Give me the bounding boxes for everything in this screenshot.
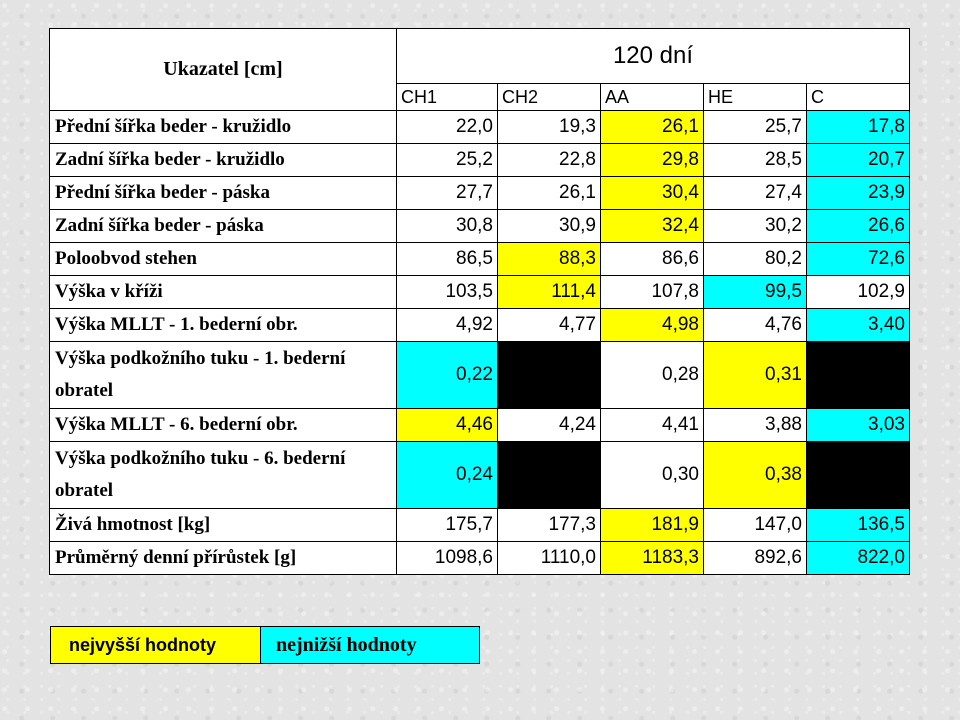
value-cell: 1098,6 xyxy=(397,542,498,575)
row-label: Průměrný denní přírůstek [g] xyxy=(50,542,397,575)
value-cell: 1183,3 xyxy=(601,542,704,575)
table-row xyxy=(50,144,910,177)
value-cell: 111,4 xyxy=(498,276,601,309)
value-cell: 99,5 xyxy=(704,276,807,309)
value-cell: 4,41 xyxy=(601,409,704,442)
column-header-he: HE xyxy=(704,84,807,111)
table-row xyxy=(50,509,910,542)
row-label: Výška MLLT - 1. bederní obr. xyxy=(50,309,397,342)
table-row xyxy=(50,243,910,276)
value-cell: 30,8 xyxy=(397,210,498,243)
row-label: Poloobvod stehen xyxy=(50,243,397,276)
value-cell: 80,2 xyxy=(704,243,807,276)
indicator-header: Ukazatel [cm] xyxy=(50,29,397,111)
period-header: 120 dní xyxy=(397,29,910,84)
value-cell: 0,38 xyxy=(704,442,807,509)
legend xyxy=(50,626,480,664)
value-cell: 4,77 xyxy=(498,309,601,342)
table-row xyxy=(50,342,910,409)
value-cell: 19,3 xyxy=(498,111,601,144)
value-cell: 86,6 xyxy=(601,243,704,276)
value-cell: 136,5 xyxy=(807,509,910,542)
value-cell: 25,2 xyxy=(397,144,498,177)
value-cell: 32,4 xyxy=(601,210,704,243)
table-row xyxy=(50,210,910,243)
value-cell: 3,40 xyxy=(807,309,910,342)
value-cell: 3,03 xyxy=(807,409,910,442)
value-cell: 102,9 xyxy=(807,276,910,309)
value-cell: 107,8 xyxy=(601,276,704,309)
legend-lowest: nejnižší hodnoty xyxy=(261,627,479,663)
empty-cell xyxy=(807,342,910,409)
value-cell: 0,28 xyxy=(601,342,704,409)
table-row xyxy=(50,409,910,442)
value-cell: 22,0 xyxy=(397,111,498,144)
empty-cell xyxy=(498,442,601,509)
value-cell: 30,9 xyxy=(498,210,601,243)
value-cell: 181,9 xyxy=(601,509,704,542)
empty-cell xyxy=(807,442,910,509)
value-cell: 4,98 xyxy=(601,309,704,342)
value-cell: 822,0 xyxy=(807,542,910,575)
table-row xyxy=(50,276,910,309)
value-cell: 86,5 xyxy=(397,243,498,276)
value-cell: 3,88 xyxy=(704,409,807,442)
value-cell: 4,92 xyxy=(397,309,498,342)
value-cell: 17,8 xyxy=(807,111,910,144)
value-cell: 30,2 xyxy=(704,210,807,243)
row-label: Přední šířka beder - kružidlo xyxy=(50,111,397,144)
value-cell: 177,3 xyxy=(498,509,601,542)
value-cell: 29,8 xyxy=(601,144,704,177)
column-header-c: C xyxy=(807,84,910,111)
value-cell: 20,7 xyxy=(807,144,910,177)
value-cell: 72,6 xyxy=(807,243,910,276)
empty-cell xyxy=(498,342,601,409)
row-label: Zadní šířka beder - páska xyxy=(50,210,397,243)
table-row xyxy=(50,111,910,144)
table-row xyxy=(50,309,910,342)
value-cell: 88,3 xyxy=(498,243,601,276)
row-label: Přední šířka beder - páska xyxy=(50,177,397,210)
value-cell: 147,0 xyxy=(704,509,807,542)
value-cell: 4,76 xyxy=(704,309,807,342)
value-cell: 103,5 xyxy=(397,276,498,309)
row-label: Výška podkožního tuku - 6. bederní obratel xyxy=(50,442,397,509)
header-row xyxy=(50,29,910,84)
value-cell: 0,31 xyxy=(704,342,807,409)
value-cell: 4,24 xyxy=(498,409,601,442)
value-cell: 0,30 xyxy=(601,442,704,509)
table-row xyxy=(50,177,910,210)
value-cell: 28,5 xyxy=(704,144,807,177)
value-cell: 27,4 xyxy=(704,177,807,210)
row-label: Výška MLLT - 6. bederní obr. xyxy=(50,409,397,442)
row-label: Výška v kříži xyxy=(50,276,397,309)
value-cell: 0,24 xyxy=(397,442,498,509)
value-cell: 892,6 xyxy=(704,542,807,575)
value-cell: 23,9 xyxy=(807,177,910,210)
value-cell: 22,8 xyxy=(498,144,601,177)
column-header-ch2: CH2 xyxy=(498,84,601,111)
legend-highest: nejvyšší hodnoty xyxy=(51,627,261,663)
value-cell: 26,1 xyxy=(498,177,601,210)
measurements-table xyxy=(49,28,910,575)
value-cell: 30,4 xyxy=(601,177,704,210)
table-row xyxy=(50,442,910,509)
value-cell: 175,7 xyxy=(397,509,498,542)
column-header-ch1: CH1 xyxy=(397,84,498,111)
value-cell: 4,46 xyxy=(397,409,498,442)
column-header-aa: AA xyxy=(601,84,704,111)
value-cell: 26,6 xyxy=(807,210,910,243)
value-cell: 0,22 xyxy=(397,342,498,409)
table-row xyxy=(50,542,910,575)
row-label: Živá hmotnost [kg] xyxy=(50,509,397,542)
row-label: Zadní šířka beder - kružidlo xyxy=(50,144,397,177)
row-label: Výška podkožního tuku - 1. bederní obratel xyxy=(50,342,397,409)
value-cell: 26,1 xyxy=(601,111,704,144)
value-cell: 1110,0 xyxy=(498,542,601,575)
value-cell: 25,7 xyxy=(704,111,807,144)
value-cell: 27,7 xyxy=(397,177,498,210)
